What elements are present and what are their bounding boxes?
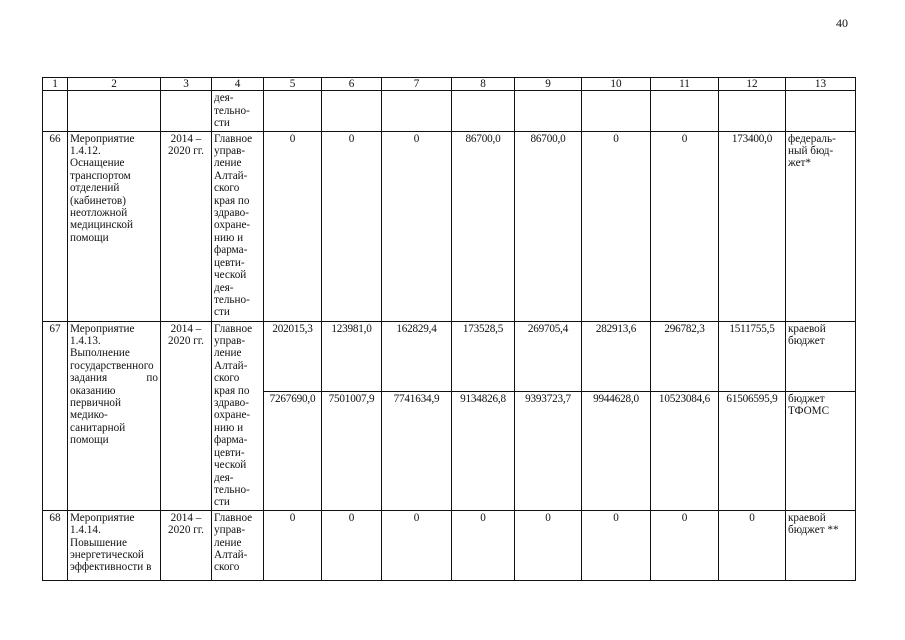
column-header: 4 [212, 78, 264, 91]
amount-cell: 0 [651, 510, 719, 580]
amount-cell: 0 [582, 131, 651, 321]
funding-source: бюджет ТФОМС [786, 392, 856, 511]
amount-cell: 173528,5 [452, 321, 515, 391]
period-cell: 2014 – 2020 гг. [161, 321, 212, 510]
amount-cell: 282913,6 [582, 321, 651, 391]
funding-source: краевой бюджет ** [786, 510, 856, 580]
row-number: 68 [43, 510, 68, 580]
amount-cell: 7267690,0 [264, 392, 322, 511]
row-number: 67 [43, 321, 68, 510]
amount-cell: 61506595,9 [719, 392, 786, 511]
amount-cell: 9134826,8 [452, 392, 515, 511]
executor-cell: Главное управ- ление Алтай- ского края по здраво- охране- нию и фарма- цевти- ческой дея- тельно- сти [212, 321, 264, 510]
column-header: 10 [582, 78, 651, 91]
column-header: 2 [68, 78, 161, 91]
amount-cell: 0 [452, 510, 515, 580]
continuation-row [43, 91, 856, 131]
executor-cell: дея- тельно- сти [212, 91, 264, 131]
amount-cell: 1511755,5 [719, 321, 786, 391]
column-header: 1 [43, 78, 68, 91]
column-header: 5 [264, 78, 322, 91]
column-header: 9 [515, 78, 582, 91]
amount-cell: 7501007,9 [322, 392, 382, 511]
amount-cell: 123981,0 [322, 321, 382, 391]
amount-cell: 0 [651, 131, 719, 321]
amount-cell: 162829,4 [382, 321, 452, 391]
amount-cell: 0 [322, 510, 382, 580]
column-numbers-row [43, 78, 856, 91]
column-header: 7 [382, 78, 452, 91]
amount-cell: 0 [719, 510, 786, 580]
funding-source: краевой бюджет [786, 321, 856, 391]
column-header: 13 [786, 78, 856, 91]
amount-cell: 173400,0 [719, 131, 786, 321]
amount-cell: 0 [382, 131, 452, 321]
amount-cell: 269705,4 [515, 321, 582, 391]
column-header: 8 [452, 78, 515, 91]
amount-cell: 86700,0 [515, 131, 582, 321]
column-header: 12 [719, 78, 786, 91]
amount-cell: 9944628,0 [582, 392, 651, 511]
table-row [43, 321, 856, 391]
amount-cell: 10523084,6 [651, 392, 719, 511]
funding-source: федераль- ный бюд- жет* [786, 131, 856, 321]
column-header: 6 [322, 78, 382, 91]
activity-title: Мероприятие 1.4.13. Выполнение государственного задания по оказанию первичной медико-санитарной помощи [68, 321, 161, 510]
executor-cell: Главное управ- ление Алтай- ского [212, 510, 264, 580]
activity-title: Мероприятие 1.4.14. Повышение энергетической эффективности в [68, 510, 161, 580]
amount-cell: 9393723,7 [515, 392, 582, 511]
amount-cell: 7741634,9 [382, 392, 452, 511]
period-cell: 2014 – 2020 гг. [161, 131, 212, 321]
executor-cell: Главное управ- ление Алтай- ского края по здраво- охране- нию и фарма- цевти- ческой дея- тельно- сти [212, 131, 264, 321]
column-header: 3 [161, 78, 212, 91]
amount-cell: 0 [515, 510, 582, 580]
amount-cell: 296782,3 [651, 321, 719, 391]
amount-cell: 0 [322, 131, 382, 321]
amount-cell: 0 [382, 510, 452, 580]
activity-title: Мероприятие 1.4.12. Оснащение транспортом отделений (кабинетов) неотложной медицинской помощи [68, 131, 161, 321]
funding-table [42, 77, 856, 581]
table-row [43, 510, 856, 580]
amount-cell: 0 [264, 131, 322, 321]
column-header: 11 [651, 78, 719, 91]
table-row [43, 131, 856, 321]
period-cell: 2014 – 2020 гг. [161, 510, 212, 580]
amount-cell: 0 [582, 510, 651, 580]
amount-cell: 202015,3 [264, 321, 322, 391]
row-number: 66 [43, 131, 68, 321]
page-number: 40 [836, 16, 848, 30]
amount-cell: 0 [264, 510, 322, 580]
amount-cell: 86700,0 [452, 131, 515, 321]
